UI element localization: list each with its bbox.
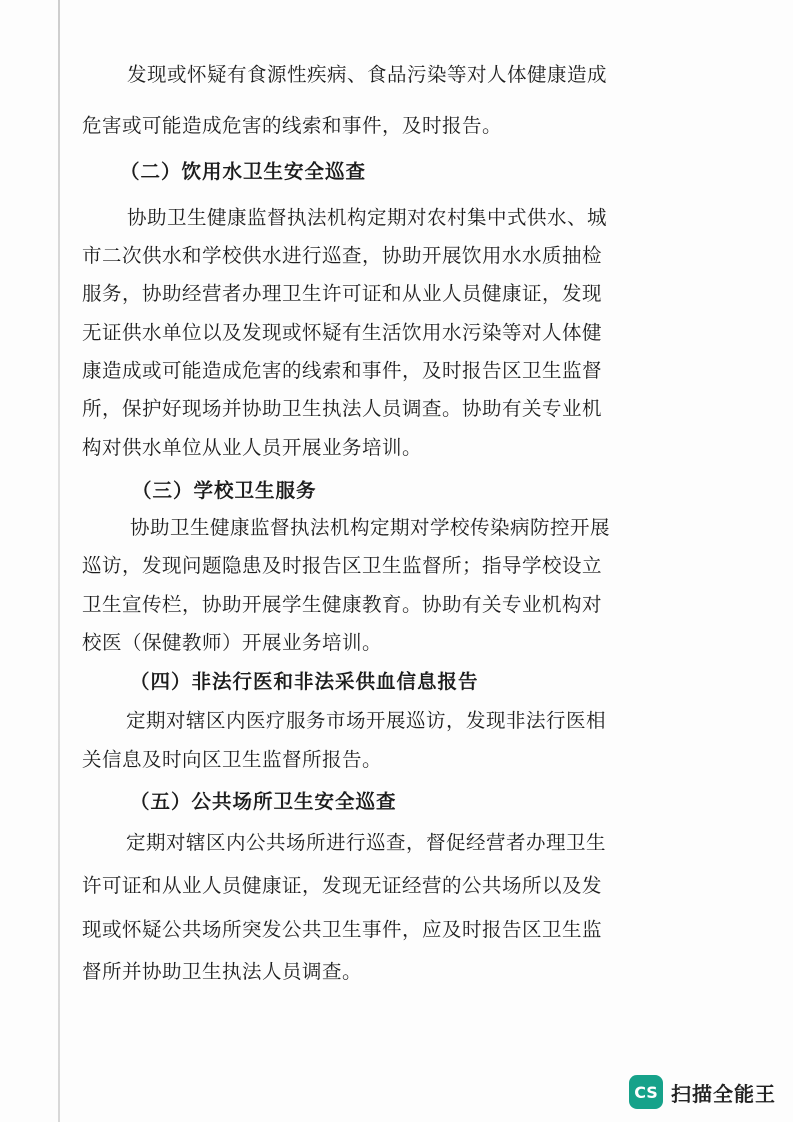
paragraph-line: 服务，协助经营者办理卫生许可证和从业人员健康证，发现 (82, 282, 603, 305)
paragraph-line: 康造成或可能造成危害的线索和事件，及时报告区卫生监督 (82, 359, 603, 382)
section-heading-2: （二）饮用水卫生安全巡查 (120, 160, 367, 183)
paragraph-line: 督所并协助卫生执法人员调查。 (82, 960, 363, 983)
paragraph-line: 许可证和从业人员健康证，发现无证经营的公共场所以及发 (82, 874, 603, 897)
section-heading-4: （四）非法行医和非法采供血信息报告 (130, 670, 479, 693)
section-heading-3: （三）学校卫生服务 (132, 479, 317, 502)
paragraph-line: 危害或可能造成危害的线索和事件，及时报告。 (82, 114, 503, 137)
paragraph-line: 构对供水单位从业人员开展业务培训。 (82, 436, 423, 459)
paragraph-line: 协助卫生健康监督执法机构定期对学校传染病防控开展 (130, 516, 611, 539)
camscanner-logo-icon: CS (629, 1075, 663, 1109)
paragraph-line: 协助卫生健康监督执法机构定期对农村集中式供水、城 (127, 206, 608, 229)
watermark-app-name: 扫描全能王 (671, 1081, 776, 1106)
paragraph-line: 无证供水单位以及发现或怀疑有生活饮用水污染等对人体健 (82, 321, 603, 344)
paragraph-line: 现或怀疑公共场所突发公共卫生事件，应及时报告区卫生监 (82, 918, 603, 941)
paragraph-line: 校医（保健教师）开展业务培训。 (82, 631, 383, 654)
scan-shadow-edge (58, 0, 60, 1122)
paragraph-line: 关信息及时向区卫生监督所报告。 (82, 748, 383, 771)
paragraph-line: 巡访，发现问题隐患及时报告区卫生监督所；指导学校设立 (82, 554, 603, 577)
camscanner-watermark (629, 1075, 776, 1109)
paragraph-line: 发现或怀疑有食源性疾病、食品污染等对人体健康造成 (127, 63, 608, 86)
paragraph-line: 定期对辖区内医疗服务市场开展巡访，发现非法行医相 (126, 709, 607, 732)
paragraph-line: 市二次供水和学校供水进行巡查，协助开展饮用水水质抽检 (82, 244, 603, 267)
paragraph-line: 卫生宣传栏，协助开展学生健康教育。协助有关专业机构对 (82, 593, 603, 616)
section-heading-5: （五）公共场所卫生安全巡查 (130, 790, 397, 813)
paragraph-line: 所，保护好现场并协助卫生执法人员调查。协助有关专业机 (82, 397, 603, 420)
paragraph-line: 定期对辖区内公共场所进行巡查，督促经营者办理卫生 (126, 831, 607, 854)
